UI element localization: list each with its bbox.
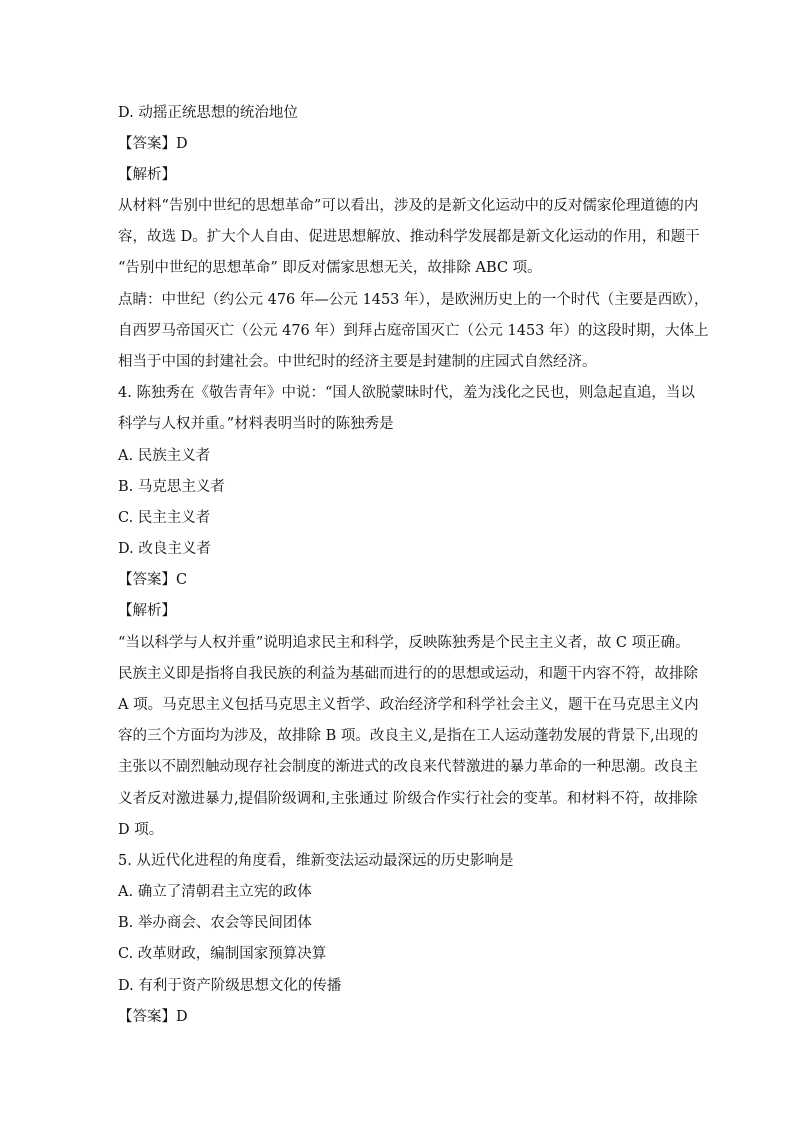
- option-a-line: A. 确立了清朝君主立宪的政体: [118, 884, 312, 900]
- option-d-line: D. 有利于资产阶级思想文化的传播: [118, 978, 342, 994]
- question-5-stem: 5. 从近代化进程的角度看，维新变法运动最深远的历史影响是: [118, 853, 514, 869]
- option-b-line: B. 马克思主义者: [118, 479, 225, 495]
- analysis-text-line: 容的三个方面均为涉及，故排除 B 项。改良主义,是指在工人运动蓬勃发展的背景下,出现的: [118, 728, 699, 744]
- analysis-text-line: 容，故选 D。扩大个人自由、促进思想解放、推动科学发展都是新文化运动的作用，和题干: [118, 229, 700, 245]
- answer-line: 【答案】D: [118, 136, 188, 152]
- analysis-text-line: D 项。: [118, 822, 164, 838]
- analysis-text-line: 主张以不剧烈触动现存社会制度的渐进式的改良来代替激进的暴力革命的一种思潮。改良主: [118, 759, 698, 775]
- option-c-line: C. 民主主义者: [118, 510, 211, 526]
- option-c-line: C. 改革财政，编制国家预算决算: [118, 946, 327, 962]
- analysis-text-line: 义者反对激进暴力,提倡阶级调和,主张通过 阶级合作实行社会的变革。和材料不符，故排除: [118, 791, 698, 807]
- option-b-line: B. 举办商会、农会等民间团体: [118, 915, 312, 931]
- note-line: 点睛：中世纪（约公元 476 年—公元 1453 年），是欧洲历史上的一个时代（主要是西欧），: [118, 292, 709, 308]
- analysis-text-line: “当以科学与人权并重”说明追求民主和科学，反映陈独秀是个民主主义者，故 C 项正确。: [118, 635, 690, 651]
- option-a-line: A. 民族主义者: [118, 448, 211, 464]
- analysis-text-line: 民族主义即是指将自我民族的利益为基础而进行的的思想或运动，和题干内容不符，故排除: [118, 666, 698, 682]
- option-d-line: D. 改良主义者: [118, 541, 211, 557]
- analysis-text-line: A 项。马克思主义包括马克思主义哲学、政治经济学和科学社会主义，题干在马克思主义内: [118, 697, 699, 713]
- analysis-text-line: “告别中世纪的思想革命” 即反对儒家思想无关，故排除 ABC 项。: [118, 260, 542, 276]
- question-4-stem: 科学与人权并重。”材料表明当时的陈独秀是: [118, 416, 394, 432]
- question-4-stem: 4. 陈独秀在《敬告青年》中说：“国人欲脱蒙昧时代，羞为浅化之民也，则急起直追，当以: [118, 385, 695, 401]
- note-line: 相当于中国的封建社会。中世纪时的经济主要是封建制的庄园式自然经济。: [118, 354, 597, 370]
- answer-line: 【答案】D: [118, 1009, 188, 1025]
- option-d-line: D. 动摇正统思想的统治地位: [118, 105, 298, 121]
- analysis-text-line: 从材料“告别中世纪的思想革命”可以看出，涉及的是新文化运动中的反对儒家伦理道德的内: [118, 198, 699, 214]
- note-line: 自西罗马帝国灭亡（公元 476 年）到拜占庭帝国灭亡（公元 1453 年）的这段时期，大体上: [118, 323, 709, 339]
- analysis-heading: 【解析】: [118, 603, 176, 619]
- answer-line: 【答案】C: [118, 572, 188, 588]
- analysis-heading: 【解析】: [118, 167, 176, 183]
